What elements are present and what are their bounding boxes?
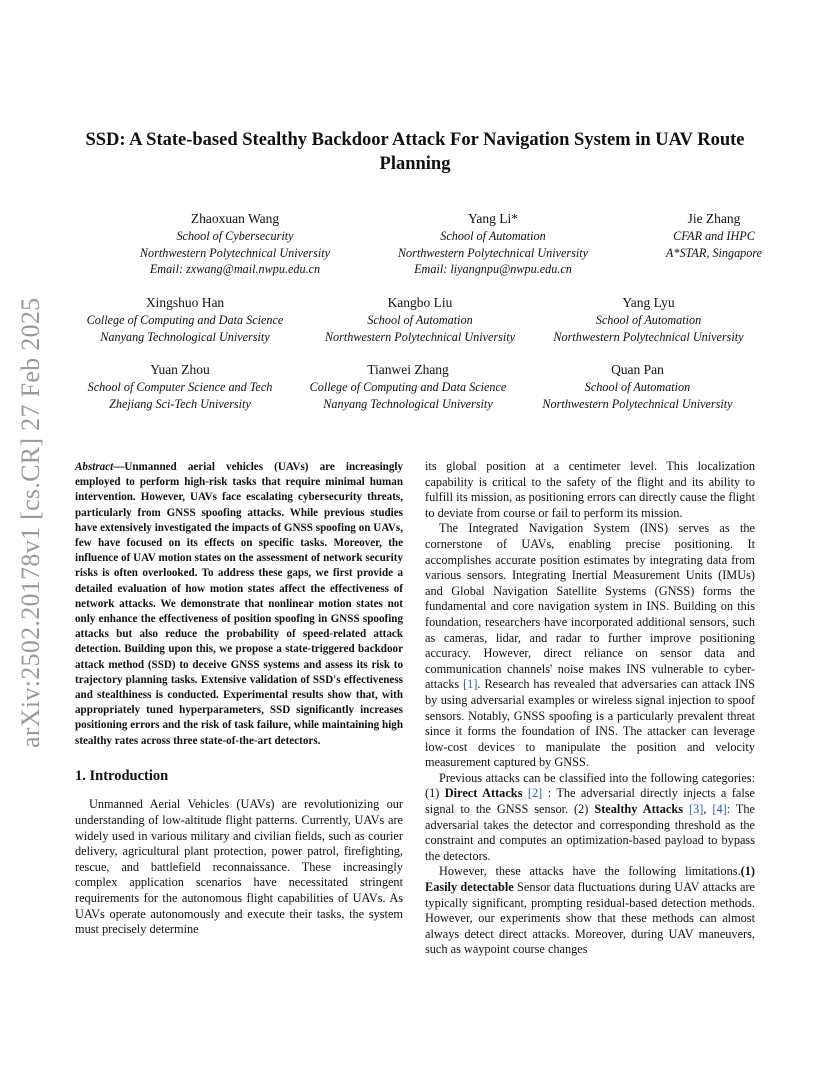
right-column [425, 459, 755, 958]
author-affiliation: Zhejiang Sci-Tech University [109, 396, 251, 411]
author-name: Yang Lyu [622, 295, 675, 310]
paragraph: its global position at a centimeter level. This localization capability is critical to the safety of the flight and its ability to fulfill its mission, as positioning errors can directly cause the flight to deviate from course or fail to perform its mission. [425, 459, 755, 520]
paragraph-text: Previous attacks can be classified into the following categories:(1) [425, 770, 755, 801]
author-name: Yuan Zhou [150, 362, 210, 377]
author-affiliation: Northwestern Polytechnical University [324, 329, 516, 344]
author-block [65, 294, 305, 345]
author-email: Email: liyangnpu@nwpu.edu.cn [414, 262, 572, 277]
author-block [65, 361, 295, 412]
paragraph: Previous attacks can be classified into the following categories:(1) Direct Attacks [2] : The adversarial directly injects a false signal to the GNSS sensor. (2) Stealthy Attacks [3], [4]: The adversarial takes the detector and corresponding threshold as the constraint and computes an optimization-based payload to bypass the detectors. [425, 770, 755, 863]
paragraph-text: : The adversarial directly injects a false signal to the GNSS sensor. (2) [425, 786, 755, 817]
paragraph-text: Sensor data fluctuations during UAV attacks are typically significant, prompting residual-based detection methods. However, our experiments show that these methods can almost always detect direct attacks. Moreover, during UAV maneuvers, such as waypoint course changes [425, 880, 755, 957]
section-heading: 1. Introduction [75, 767, 169, 784]
author-name: Xingshuo Han [145, 295, 225, 310]
author-name: Tianwei Zhang [367, 362, 449, 377]
paper-title: SSD: A State-based Stealthy Backdoor Attack For Navigation System in UAV Route Planning [85, 130, 745, 174]
citation-link[interactable]: [1] [463, 677, 478, 692]
author-affiliation: School of Automation [367, 313, 473, 327]
author-affiliation: School of Computer Science and Tech [87, 380, 273, 394]
paragraph: Unmanned Aerial Vehicles (UAVs) are revolutionizing our understanding of low-altitude flight patterns. Currently, UAVs are widely used in various military and civilian fields, such as courier delivery, agricultural plant protection, power patrol, firefighting, rescue, and battlefield reconnaissance. These increasingly complex application scenarios have necessitated stringent requirements for the autonomous flight capabilities of UAVs. As UAVs operate autonomously and execute their tasks, the system must precisely determine [75, 797, 403, 937]
author-affiliation: A*STAR, Singapore [665, 245, 763, 260]
bold-term: Direct Attacks [444, 786, 523, 801]
author-block [628, 210, 800, 261]
author-affiliation: Northwestern Polytechnical University [397, 245, 589, 260]
citation-link[interactable]: [3] [688, 802, 704, 817]
author-block [308, 294, 532, 345]
author-affiliation: School of Automation [584, 380, 691, 394]
author-name: Yang Li* [467, 211, 518, 226]
left-column [75, 460, 403, 938]
author-affiliation: Northwestern Polytechnical University [139, 245, 331, 260]
paragraph-text: . Research has revealed that adversaries can attack INS by using adversarial examples or wireless signal injection to spoof sensors. Notably, GNSS spoofing is a particularly prevalent threat since it forms the foundation of INS. The attacker can leverage low-cost devices to manipulate the position and velocity measurement captured by GNSS. [425, 677, 755, 770]
author-block [293, 361, 523, 412]
paragraph [425, 521, 755, 771]
author-block [105, 210, 365, 278]
author-affiliation: College of Computing and Data Science [309, 380, 507, 394]
paragraph-text: However, these attacks have the following limitations. [439, 864, 741, 879]
bold-term: (1) Easily detectable [425, 864, 755, 895]
abstract [75, 460, 403, 749]
author-affiliation: School of Automation [440, 229, 546, 243]
author-name: Jie Zhang [687, 211, 741, 226]
author-affiliation: School of Cybersecurity [176, 229, 294, 243]
author-block [373, 210, 613, 278]
author-affiliation: Nanyang Technological University [100, 329, 270, 344]
author-affiliation: CFAR and IHPC [673, 229, 755, 243]
author-affiliation: Northwestern Polytechnical University [542, 396, 733, 411]
author-name: Zhaoxuan Wang [190, 211, 280, 226]
arxiv-stamp: arXiv:2502.20178v1 [cs.CR] 27 Feb 2025 [16, 297, 45, 749]
author-block [536, 294, 761, 345]
paragraph-text: : The adversarial takes the detector and corresponding threshold as the constraint and computes an optimization-based payload to bypass the detectors. [425, 802, 755, 863]
author-affiliation: Northwestern Polytechnical University [553, 329, 744, 344]
author-email: Email: zxwang@mail.nwpu.edu.cn [149, 262, 321, 277]
author-block [525, 361, 750, 412]
bold-term: Stealthy Attacks [594, 802, 684, 817]
author-name: Quan Pan [611, 362, 664, 377]
author-affiliation: School of Automation [595, 313, 702, 327]
citation-link[interactable]: [2] [527, 786, 543, 801]
author-affiliation: Nanyang Technological University [323, 396, 493, 411]
abstract-text: —Unmanned aerial vehicles (UAVs) are increasingly employed to perform high-risk tasks that require minimal human intervention. However, UAVs face escalating cybersecurity threats, particularly from GNSS spoofing attacks. While previous studies have extensively investigated the impacts of GNSS spoofing on UAVs, few have focused on its effects on specific tasks. Moreover, the influence of UAV motion states on the assessment of network security risks is often overlooked. To address these gaps, we first provide a detailed evaluation of how motion states affect the effectiveness of network attacks. We demonstrate that nonlinear motion states not only enhance the effectiveness of position spoofing in GNSS spoofing attacks but also reduce the probability of speed-related attack detection. Building upon this, we propose a state-triggered backdoor attack method (SSD) to deceive GNSS systems and assess its risk to trajectory planning tasks. Extensive validation of SSD's effectiveness and stealthiness is conducted. Experimental results show that, with appropriately tuned hyperparameters, SSD significantly increases positioning errors and the risk of task failure, while maintaining high stealthy rates across three state-of-the-art detectors. [75, 461, 403, 747]
abstract-label: Abstract [75, 461, 114, 473]
paragraph [425, 864, 755, 958]
author-name: Kangbo Liu [387, 295, 453, 310]
author-affiliation: College of Computing and Data Science [86, 313, 284, 327]
citation-link[interactable]: [4] [712, 802, 727, 817]
paragraph-text: The Integrated Navigation System (INS) serves as the cornerstone of UAVs, enabling precise positioning. It accomplishes accurate position estimates by integrating data from various sensors. Integrating Inertial Measurement Units (IMUs) and Global Navigation Satellite Systems (GNSS) forms the fundamental and core navigation system in INS. Building on this foundation, researchers have incorporated additional sensors, such as cameras, lidar, and radar to further improve positioning accuracy. However, direct reliance on sensor data and communication channels' noise makes INS vulnerable to cyber-attacks [425, 521, 755, 692]
